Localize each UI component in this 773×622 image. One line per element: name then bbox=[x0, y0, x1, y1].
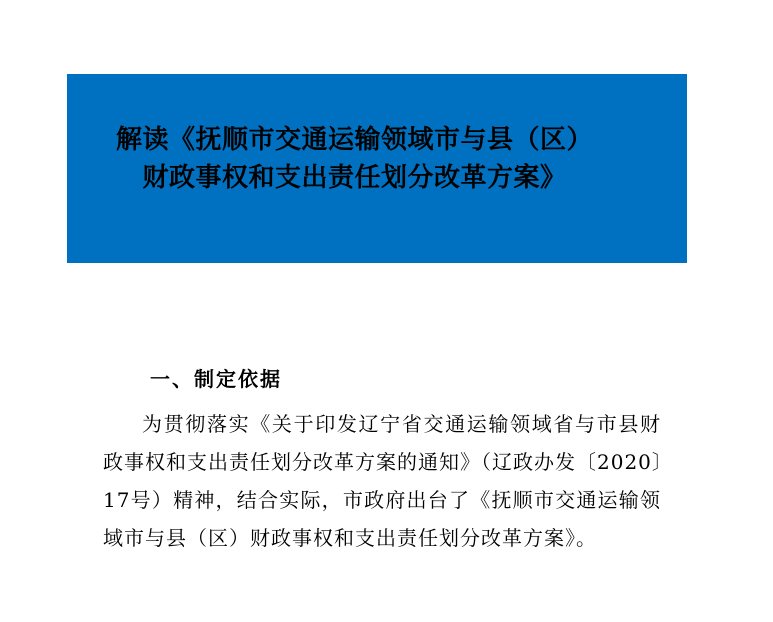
paragraph-line-1: 为贯彻落实《关于印发辽宁省交通运输领域省与市县财 bbox=[142, 412, 661, 436]
section-heading: 一、制定依据 bbox=[150, 367, 282, 391]
paragraph-line-2: 政事权和支出责任划分改革方案的通知》（辽政办发〔2020〕 bbox=[103, 450, 673, 474]
paragraph-line-3: 17号）精神，结合实际，市政府出台了《抚顺市交通运输领 bbox=[103, 488, 661, 512]
document-title-line-1: 解读《抚顺市交通运输领域市与县（区） bbox=[115, 125, 593, 155]
paragraph-line-4: 域市与县（区）财政事权和支出责任划分改革方案》。 bbox=[103, 526, 597, 550]
title-banner bbox=[67, 74, 687, 263]
document-title-line-2: 财政事权和支出责任划分改革方案》 bbox=[142, 163, 567, 193]
document-title bbox=[67, 74, 687, 197]
body-paragraph bbox=[103, 405, 673, 557]
